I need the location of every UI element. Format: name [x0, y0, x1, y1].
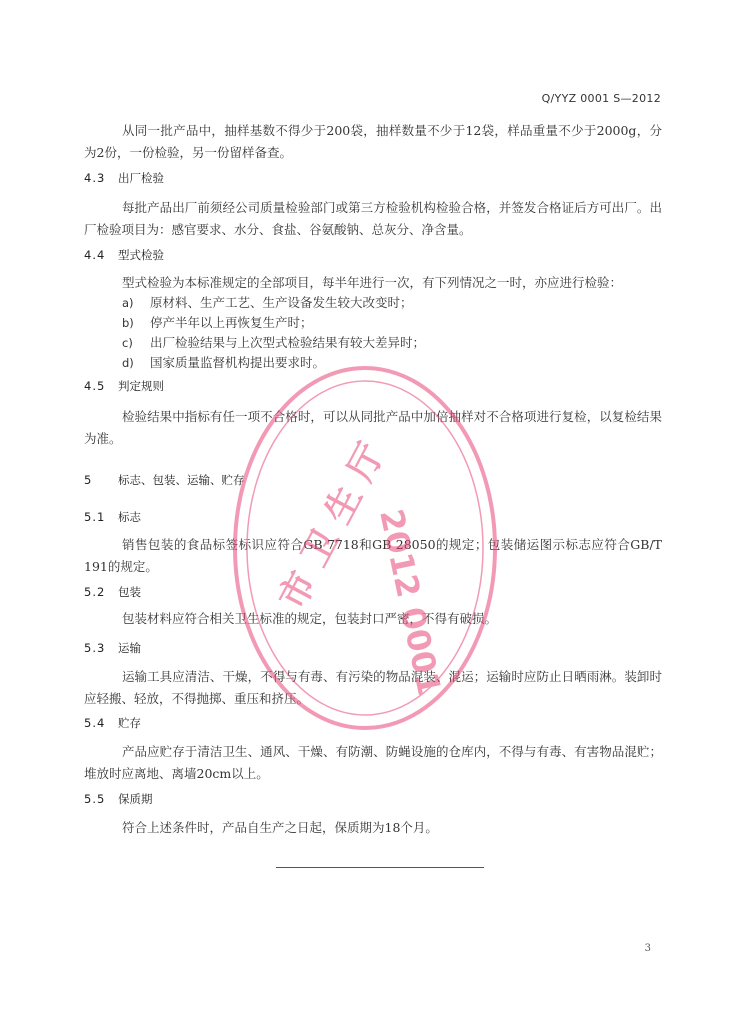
section-title: 标志、包装、运输、贮存: [118, 473, 245, 487]
list-marker: b): [122, 316, 134, 330]
section-number: 5.5: [84, 792, 106, 806]
list-item: [122, 332, 425, 354]
section-5-4-paragraph: 产品应贮存于清洁卫生、通风、干燥、有防潮、防蝇设施的仓库内，不得与有毒、有害物品混贮；堆放时应离地、离墙20cm以上。: [84, 744, 662, 781]
section-number: 4.5: [84, 379, 106, 393]
section-4-4-heading: [84, 247, 164, 263]
section-5-2-heading: [84, 584, 141, 600]
section-number: 5.4: [84, 716, 106, 730]
end-of-text-rule: [276, 867, 484, 868]
list-text: 原材料、生产工艺、生产设备发生较大改变时；: [150, 295, 413, 310]
sampling-paragraph: 从同一批产品中，抽样基数不得少于200袋，抽样数量不少于12袋，样品重量不少于2000g，分为2份，一份检验，另一份留样备查。: [84, 123, 662, 160]
section-number: 5: [84, 473, 93, 487]
list-marker: c): [122, 336, 133, 350]
list-text: 国家质量监督机构提出要求时。: [150, 355, 326, 370]
section-4-3-heading: [84, 170, 164, 186]
section-number: 4.3: [84, 171, 106, 185]
section-title: 标志: [118, 510, 141, 524]
section-4-4-paragraph: 型式检验为本标准规定的全部项目，每半年进行一次，有下列情况之一时，亦应进行检验：: [122, 275, 623, 290]
section-number: 5.1: [84, 510, 106, 524]
section-number: 4.4: [84, 248, 106, 262]
seal-inner-text: 2012 0001: [372, 505, 449, 699]
list-text: 停产半年以上再恢复生产时；: [150, 315, 313, 330]
list-item: [122, 352, 325, 374]
section-title: 型式检验: [118, 248, 164, 262]
seal-outer-text: 市 卫 生 厅: [271, 436, 394, 617]
list-item: [122, 312, 313, 334]
section-title: 运输: [118, 641, 141, 655]
section-5-3-heading: [84, 640, 141, 656]
section-title: 贮存: [118, 716, 141, 730]
section-number: 5.2: [84, 585, 106, 599]
standard-code: Q/YYZ 0001 S—2012: [541, 92, 661, 105]
section-5-5-paragraph: 符合上述条件时，产品自生产之日起，保质期为18个月。: [122, 820, 438, 835]
section-5-3-paragraph: 运输工具应清洁、干燥，不得与有毒、有污染的物品混装、混运；运输时应防止日晒雨淋。装卸时应轻搬、轻放，不得抛掷、重压和挤压。: [84, 669, 662, 706]
section-4-3-paragraph: 每批产品出厂前须经公司质量检验部门或第三方检验机构检验合格，并签发合格证后方可出厂。出厂检验项目为：感官要求、水分、食盐、谷氨酸钠、总灰分、净含量。: [84, 200, 662, 237]
list-marker: d): [122, 356, 134, 370]
section-4-5-heading: [84, 378, 164, 394]
list-text: 出厂检验结果与上次型式检验结果有较大差异时；: [150, 335, 426, 350]
section-5-1-paragraph: 销售包装的食品标签标识应符合GB 7718和GB 28050的规定；包装储运图示标志应符合GB/T 191的规定。: [84, 537, 662, 574]
section-5-4-heading: [84, 715, 141, 731]
list-marker: a): [122, 296, 134, 310]
section-5-1-heading: [84, 509, 141, 525]
section-5-heading: [84, 472, 245, 488]
section-title: 出厂检验: [118, 171, 164, 185]
list-item: [122, 292, 413, 314]
section-5-2-paragraph: 包装材料应符合相关卫生标准的规定，包装封口严密，不得有破损。: [122, 611, 498, 626]
section-title: 包装: [118, 585, 141, 599]
section-title: 保质期: [118, 792, 153, 806]
section-title: 判定规则: [118, 379, 164, 393]
section-4-5-paragraph: 检验结果中指标有任一项不合格时，可以从同批产品中加倍抽样对不合格项进行复检，以复检结果为准。: [84, 409, 662, 446]
section-5-5-heading: [84, 791, 153, 807]
page-number: 3: [644, 943, 651, 954]
section-number: 5.3: [84, 641, 106, 655]
